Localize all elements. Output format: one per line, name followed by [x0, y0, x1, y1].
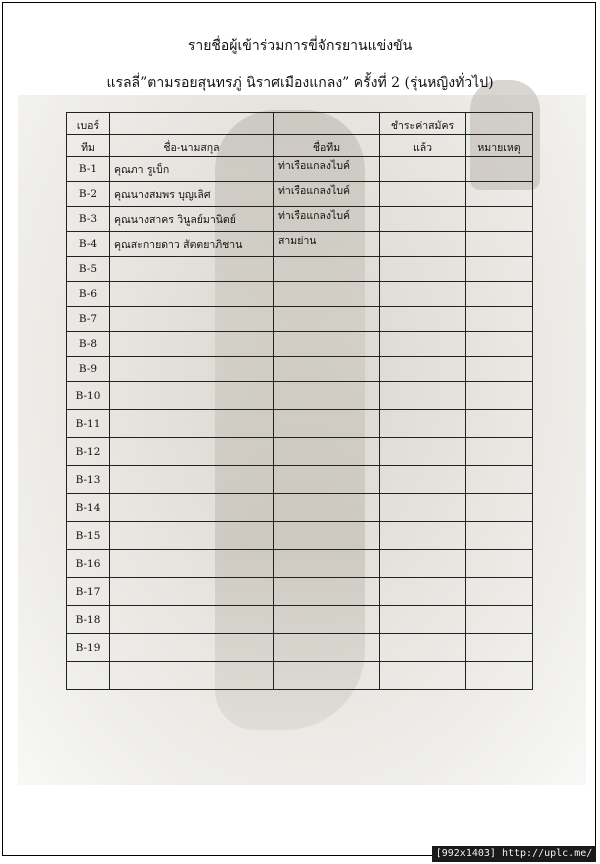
- row-number: B-4: [67, 232, 110, 257]
- row-number: B-14: [67, 494, 110, 522]
- table-row: [67, 634, 533, 662]
- row-number: B-2: [67, 182, 110, 207]
- row-note: [466, 466, 533, 494]
- row-paid: [380, 332, 466, 357]
- row-name: คุณนางสาคร วินูลย์มานิตย์: [110, 207, 274, 232]
- row-team: [274, 606, 380, 634]
- row-number: B-12: [67, 438, 110, 466]
- row-paid: [380, 357, 466, 382]
- row-paid: [380, 550, 466, 578]
- row-team: [274, 357, 380, 382]
- row-name: [110, 662, 274, 690]
- row-name: [110, 282, 274, 307]
- row-name: [110, 382, 274, 410]
- row-team: [274, 438, 380, 466]
- row-name: คุณนางสมพร บุญเลิศ: [110, 182, 274, 207]
- row-paid: [380, 157, 466, 182]
- row-number: B-17: [67, 578, 110, 606]
- row-paid: [380, 606, 466, 634]
- table-row: [67, 232, 533, 257]
- row-paid: [380, 522, 466, 550]
- row-paid: [380, 282, 466, 307]
- row-name: [110, 634, 274, 662]
- row-team: [274, 494, 380, 522]
- row-number: B-3: [67, 207, 110, 232]
- row-number: B-5: [67, 257, 110, 282]
- row-paid: [380, 438, 466, 466]
- table-row: [67, 522, 533, 550]
- row-note: [466, 382, 533, 410]
- row-number: [67, 662, 110, 690]
- watermark-badge: [992x1403] http://uplc.me/: [432, 846, 596, 862]
- row-name: [110, 357, 274, 382]
- table-row: [67, 382, 533, 410]
- row-team: ท่าเรือแกลงไบค์: [274, 182, 380, 207]
- row-note: [466, 232, 533, 257]
- row-name: [110, 332, 274, 357]
- row-paid: [380, 307, 466, 332]
- row-team: [274, 410, 380, 438]
- table-row: [67, 182, 533, 207]
- row-note: [466, 634, 533, 662]
- row-number: B-18: [67, 606, 110, 634]
- row-paid: [380, 578, 466, 606]
- row-name: [110, 410, 274, 438]
- row-note: [466, 522, 533, 550]
- table-row: [67, 257, 533, 282]
- row-team: [274, 578, 380, 606]
- registration-table: [66, 112, 533, 690]
- page-subtitle: แรลลี่”ตามรอยสุนทรภู่ นิราศเมืองแกลง” ครั้งที่ 2 (รุ่นหญิงทั่วไป): [106, 75, 494, 91]
- row-number: B-13: [67, 466, 110, 494]
- table-row: [67, 207, 533, 232]
- row-team: [274, 550, 380, 578]
- table-row: [67, 494, 533, 522]
- row-team: ท่าเรือแกลงไบค์: [274, 157, 380, 182]
- row-name: [110, 606, 274, 634]
- row-note: [466, 332, 533, 357]
- row-note: [466, 662, 533, 690]
- row-name: [110, 466, 274, 494]
- row-team: [274, 257, 380, 282]
- header-number-top: เบอร์: [67, 113, 110, 135]
- row-name: [110, 522, 274, 550]
- row-number: B-8: [67, 332, 110, 357]
- row-number: B-15: [67, 522, 110, 550]
- row-team: ท่าเรือแกลงไบค์: [274, 207, 380, 232]
- row-paid: [380, 257, 466, 282]
- table-row: [67, 578, 533, 606]
- row-note: [466, 182, 533, 207]
- table-row: [67, 307, 533, 332]
- row-note: [466, 307, 533, 332]
- header-note: หมายเหตุ: [466, 135, 533, 157]
- row-team: สามย่าน: [274, 232, 380, 257]
- page-title: รายชื่อผู้เข้าร่วมการขี่จักรยานแข่งขัน: [187, 38, 413, 54]
- row-name: [110, 494, 274, 522]
- row-paid: [380, 382, 466, 410]
- row-note: [466, 494, 533, 522]
- row-name: คุณสะกายดาว สัตตยาภิชาน: [110, 232, 274, 257]
- row-number: B-6: [67, 282, 110, 307]
- row-paid: [380, 466, 466, 494]
- row-team: [274, 332, 380, 357]
- row-number: B-10: [67, 382, 110, 410]
- row-note: [466, 207, 533, 232]
- row-name: [110, 578, 274, 606]
- row-name: [110, 438, 274, 466]
- row-paid: [380, 410, 466, 438]
- row-number: B-19: [67, 634, 110, 662]
- row-paid: [380, 662, 466, 690]
- table-row: [67, 466, 533, 494]
- table-row: [67, 357, 533, 382]
- row-note: [466, 438, 533, 466]
- row-number: B-11: [67, 410, 110, 438]
- row-paid: [380, 232, 466, 257]
- row-number: B-16: [67, 550, 110, 578]
- header-number-bottom: ทีม: [67, 135, 110, 157]
- header-name: ชื่อ-นามสกุล: [110, 135, 274, 157]
- row-paid: [380, 494, 466, 522]
- row-note: [466, 606, 533, 634]
- row-team: [274, 307, 380, 332]
- row-team: [274, 662, 380, 690]
- row-team: [274, 522, 380, 550]
- row-name: [110, 307, 274, 332]
- row-team: [274, 634, 380, 662]
- row-note: [466, 578, 533, 606]
- row-number: B-7: [67, 307, 110, 332]
- row-note: [466, 357, 533, 382]
- row-team: [274, 466, 380, 494]
- table-row: [67, 438, 533, 466]
- row-paid: [380, 182, 466, 207]
- row-name: [110, 550, 274, 578]
- table-row: [67, 282, 533, 307]
- table-row: [67, 662, 533, 690]
- table-row: [67, 410, 533, 438]
- header-team: ชื่อทีม: [274, 135, 380, 157]
- row-note: [466, 257, 533, 282]
- row-name: คุณภา รูเบ็ก: [110, 157, 274, 182]
- row-number: B-9: [67, 357, 110, 382]
- row-number: B-1: [67, 157, 110, 182]
- header-paid-top: ชำระค่าสมัคร: [380, 113, 466, 135]
- row-name: [110, 257, 274, 282]
- row-team: [274, 382, 380, 410]
- row-note: [466, 157, 533, 182]
- table-row: [67, 550, 533, 578]
- row-note: [466, 550, 533, 578]
- table-row: [67, 606, 533, 634]
- row-note: [466, 410, 533, 438]
- row-team: [274, 282, 380, 307]
- row-note: [466, 282, 533, 307]
- table-row: [67, 157, 533, 182]
- header-paid-bottom: แล้ว: [380, 135, 466, 157]
- table-row: [67, 332, 533, 357]
- row-paid: [380, 634, 466, 662]
- row-paid: [380, 207, 466, 232]
